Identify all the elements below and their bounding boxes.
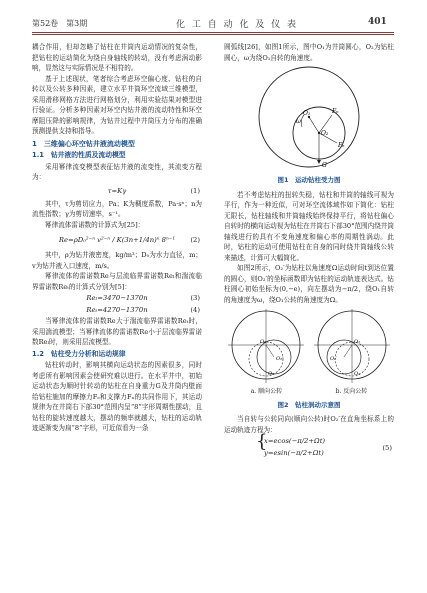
subsection-heading: 1.2 钻柱受力分析和运动规律 bbox=[32, 349, 126, 358]
subcaption-a: a. 顺向公转 bbox=[250, 388, 283, 395]
svg-text:G: G bbox=[322, 162, 327, 169]
equation-3: Reₗ=3470−1370n (3) bbox=[86, 294, 200, 302]
volume-issue: 第52卷 第3期 bbox=[32, 19, 88, 28]
paragraph: 采用幂律流变模型表征钻井液的流变性，其流变方程为： bbox=[32, 162, 202, 181]
svg-text:O₂: O₂ bbox=[321, 130, 329, 137]
figure-2-drawing bbox=[224, 305, 394, 389]
svg-text:O₁: O₁ bbox=[354, 339, 361, 345]
left-column bbox=[32, 42, 202, 434]
svg-text:O₂′: O₂′ bbox=[276, 356, 284, 362]
paragraph: 其中，ρ为钻井液密度，kg/m³；D₀为水力直径，m；v为钻井液入口速度，m/s。 bbox=[32, 251, 202, 270]
paragraph: 耦合作用，但却忽略了钻柱在井筒内运动情况的复杂性，把钻柱的运动简化为绕自身轴线的转动，没有考虑涡动影响，显然这与实际情况是不相符的。 bbox=[32, 43, 202, 72]
paragraph: 基于上述现状，笔者综合考虑环空偏心度、钻柱的自转以及公转多种因素，建立水平井筒环空流域三维模型，采用滑移网格方法进行网格划分，利用实验结果对模型进行验证。分析多种因素对环空内钻井液的流动特性和环空摩阻压降的影响规律，为钻井过程中井筒压力分布的准确预测提供支持和指导。 bbox=[32, 74, 202, 135]
paragraph: 幂律流体的雷诺数Re与层流临界雷诺数Reₗ和湍流临界雷诺数Reₜ的计算式分别为[5]： bbox=[32, 272, 202, 291]
journal-title: 化 工 自 动 化 及 仪 表 bbox=[176, 20, 299, 30]
figure-1-drawing bbox=[224, 63, 394, 173]
paragraph: 当幂律流体的雷诺数Re大于湍流临界雷诺数Reₜ时，采用湍流模型；当幂律流体的雷诺数Re小于层流临界雷诺数Reₗ时，则采用层流模型。 bbox=[32, 317, 202, 346]
svg-text:Fₙ: Fₙ bbox=[332, 108, 339, 115]
equation-2: Re=ρD₀²⁻ⁿ v²⁻ⁿ / K(3n+1/4n)ⁿ 8ⁿ⁻¹ (2) bbox=[58, 236, 200, 244]
svg-text:O₂′: O₂′ bbox=[330, 356, 338, 362]
paragraph: 幂律流体雷诺数的计算式为[25]： bbox=[45, 220, 145, 229]
subsection-heading: 1.1 钻井液的性质及流动模型 bbox=[32, 151, 126, 159]
paragraph: 若不考虑钻柱的扭转失稳，钻柱和井筒的轴线可视为平行，作为一种近似，可对环空流体域作如下简化：钻柱无限长，钻柱轴线和井筒轴线始终保持平行，将钻柱偏心自转时的横向运动视为钻柱在井筒右下部30°范围内绕井筒轴线进行的具有不变角速度和偏心率的周期性涡动。此时，钻柱的运动可使用钻柱在自身的同时绕井筒轴线公转来描述，计算可大幅简化。 bbox=[224, 190, 394, 262]
figure-2-subcaptions bbox=[224, 387, 394, 398]
paragraph: 如图2所示，O₂′为钻柱以角速度Ω运动时间t到达位置的圆心，则O₂′的坐标函数即为钻柱的运动轨迹表达式。钻柱圆心初始坐标为(0,−e)，向左摆动为−π/2，绕O₁自转的角速度为ω，绕O₁公转的角速度为Ω。 bbox=[224, 264, 394, 304]
svg-text:ω: ω bbox=[296, 118, 301, 125]
equation-5: { x=ecos(−π/2+Ωt) y=esin(−π/2+Ωt) (5) bbox=[256, 431, 392, 457]
svg-text:O₁: O₁ bbox=[303, 110, 311, 117]
paragraph: 当自转与公转同向(顺向公转)时O₂′在直角坐标系上的运动轨迹方程为： bbox=[224, 415, 394, 434]
page-header bbox=[0, 0, 427, 36]
svg-text:O₂: O₂ bbox=[268, 371, 275, 377]
equation-1: τ=Kγ (1) bbox=[107, 186, 200, 195]
subcaption-b: b. 反向公转 bbox=[335, 388, 368, 395]
svg-text:O₁: O₁ bbox=[260, 339, 267, 345]
svg-text:Fₑ: Fₑ bbox=[338, 142, 345, 149]
section-heading: 1 三维偏心环空钻井液流动模型 bbox=[32, 139, 135, 148]
svg-text:O₂: O₂ bbox=[354, 371, 361, 377]
header-rule-2 bbox=[32, 34, 394, 35]
paragraph: 圆弧线[26]，如图1所示，图中O₁为井筒圆心，O₂为钻柱圆心，ω为绕O₁自转的角速度。 bbox=[224, 43, 394, 62]
figure-1-caption: 图1 运动钻柱受力图 bbox=[277, 176, 341, 184]
paragraph: 钻柱转动时，影响其横向运动状态的因素很多，同时考虑所有影响因素会使研究难以进行。在水平井中，初始运动状态为顺时针转动的钻柱在自身重力G及井筒内壁面给钻柱施加的摩擦力Fₑ和支撑力Fₙ的共同作用下，其运动规律为在井筒右下部30°范围内呈“8”字形周期性摆动，且钻柱的旋转速度越大，摆动的频率就越大，钻柱的运动轨迹逐渐变为扁“8”字形，可近似看为一条 bbox=[32, 361, 202, 432]
equation-4: Reₜ=4270−1370n (4) bbox=[86, 306, 200, 314]
paragraph: 其中，τ为剪切应力，Pa；K为稠度系数，Pa·sⁿ；n为流性指数；γ为剪切速率，s⁻¹。 bbox=[32, 199, 202, 218]
right-column bbox=[224, 42, 394, 461]
header-rule bbox=[32, 32, 394, 33]
page-number: 401 bbox=[368, 17, 387, 27]
figure-2-caption: 图2 钻柱涡动示意图 bbox=[277, 400, 341, 409]
